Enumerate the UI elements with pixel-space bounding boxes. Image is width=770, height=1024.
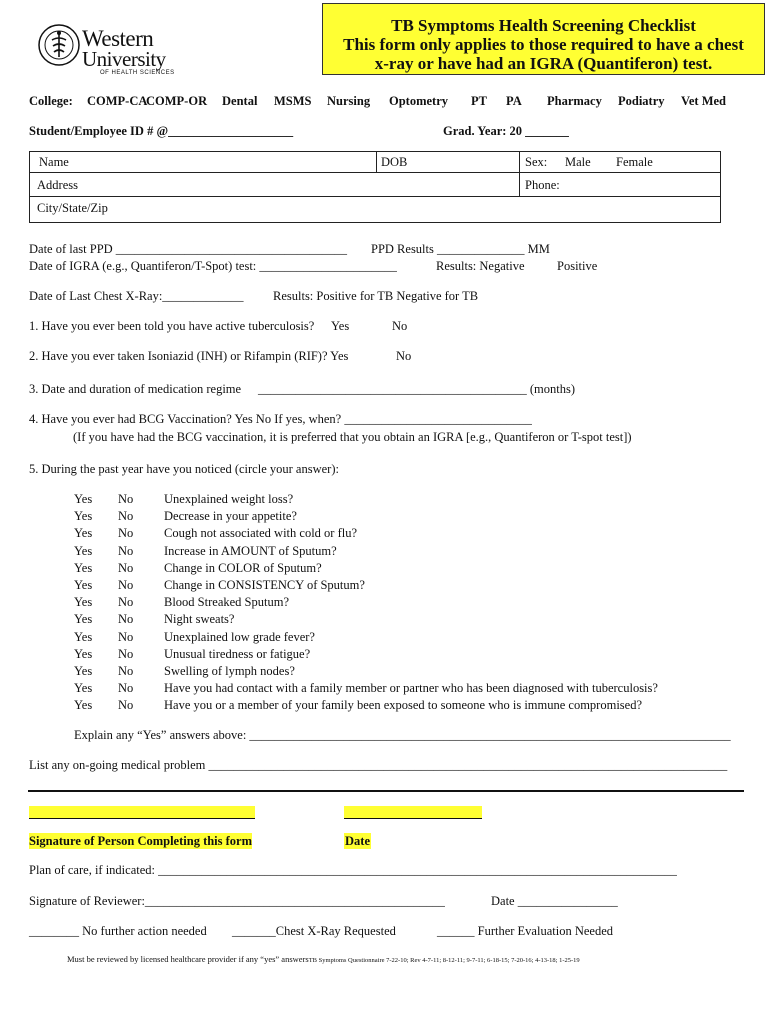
sex-option-female[interactable]: Female bbox=[616, 155, 653, 169]
address-field[interactable]: Address bbox=[37, 178, 78, 192]
question-3-duration-field[interactable]: ___________________________________________ (months) bbox=[258, 382, 576, 396]
igra-date-field[interactable]: Date of IGRA (e.g., Quantiferon/T-Spot) test: ______________________ bbox=[29, 259, 397, 273]
college-option-nursing[interactable]: Nursing bbox=[327, 94, 371, 108]
college-option-comp-ca[interactable]: COMP-CA bbox=[87, 94, 148, 108]
symptom-question: Decrease in your appetite? bbox=[164, 509, 297, 524]
further-evaluation-option[interactable]: ______ Further Evaluation Needed bbox=[437, 924, 613, 938]
symptom-yes-option[interactable]: Yes bbox=[74, 543, 93, 558]
sex-label: Sex: bbox=[525, 155, 548, 169]
symptom-question: Change in CONSISTENCY of Sputum? bbox=[164, 578, 365, 592]
name-field[interactable]: Name bbox=[39, 155, 69, 169]
symptom-no-option[interactable]: No bbox=[118, 629, 134, 644]
form-title: TB Symptoms Health Screening Checklist bbox=[391, 16, 696, 35]
symptom-no-option[interactable]: No bbox=[118, 509, 134, 524]
question-4[interactable]: 4. Have you ever had BCG Vaccination? Yes No If yes, when? ______________________________ bbox=[29, 412, 532, 426]
symptom-yes-option[interactable]: Yes bbox=[74, 646, 93, 661]
logo-text-western: Western bbox=[82, 26, 154, 51]
college-option-vet-med[interactable]: Vet Med bbox=[681, 94, 727, 108]
student-id-field[interactable]: Student/Employee ID # @____________________ bbox=[29, 124, 294, 138]
question-1-yes[interactable]: Yes bbox=[331, 319, 350, 333]
table-divider bbox=[30, 196, 720, 197]
symptom-no-option[interactable]: No bbox=[118, 698, 134, 713]
symptom-question: Unexplained weight loss? bbox=[164, 492, 294, 506]
university-seal-icon bbox=[38, 24, 80, 66]
symptom-yes-option[interactable]: Yes bbox=[74, 509, 93, 524]
grad-year-field[interactable]: Grad. Year: 20 _______ bbox=[443, 124, 569, 138]
signature-label: Signature of Person Completing this form bbox=[29, 834, 253, 848]
logo-text-health-sciences: OF HEALTH SCIENCES bbox=[100, 70, 175, 76]
symptom-no-option[interactable]: No bbox=[118, 492, 134, 506]
college-label: College: bbox=[29, 94, 73, 108]
symptom-no-option[interactable]: No bbox=[118, 681, 134, 696]
ppd-results-field[interactable]: PPD Results ______________ MM bbox=[371, 242, 550, 256]
symptom-question: Night sweats? bbox=[164, 612, 235, 627]
question-2[interactable]: 2. Have you ever taken Isoniazid (INH) or Rifampin (RIF)? Yes bbox=[29, 349, 349, 363]
footer-note bbox=[67, 954, 580, 964]
form-header bbox=[322, 3, 765, 75]
explain-yes-field[interactable]: Explain any “Yes” answers above: _____________________________________________________________________________ bbox=[74, 728, 731, 742]
city-state-zip-field[interactable]: City/State/Zip bbox=[37, 201, 108, 215]
signature-date-label: Date bbox=[345, 834, 370, 848]
college-option-dental[interactable]: Dental bbox=[222, 94, 258, 108]
college-option-pharmacy[interactable]: Pharmacy bbox=[547, 94, 602, 108]
symptom-yes-option[interactable]: Yes bbox=[74, 612, 93, 627]
no-further-action-option[interactable]: ________ No further action needed bbox=[29, 924, 207, 938]
symptom-yes-option[interactable]: Yes bbox=[74, 698, 93, 713]
phone-field[interactable]: Phone: bbox=[525, 178, 560, 192]
symptom-yes-option[interactable]: Yes bbox=[74, 578, 93, 592]
symptom-question: Unexplained low grade fever? bbox=[164, 629, 315, 644]
xray-results-options[interactable]: Results: Positive for TB Negative for TB bbox=[273, 289, 479, 303]
symptom-question: Swelling of lymph nodes? bbox=[164, 664, 295, 678]
question-2-no[interactable]: No bbox=[396, 349, 412, 363]
logo-text-university: University bbox=[82, 47, 166, 71]
symptom-question: Change in COLOR of Sputum? bbox=[164, 560, 322, 575]
table-divider bbox=[376, 152, 377, 172]
igra-results-negative[interactable]: Results: Negative bbox=[436, 259, 525, 273]
chest-xray-requested-option[interactable]: _______Chest X-Ray Requested bbox=[232, 924, 396, 938]
question-1: 1. Have you ever been told you have active tuberculosis? bbox=[29, 319, 315, 333]
signature-date-line[interactable] bbox=[344, 806, 482, 819]
igra-results-positive[interactable]: Positive bbox=[557, 259, 598, 273]
symptom-yes-option[interactable]: Yes bbox=[74, 526, 93, 541]
symptom-yes-option[interactable]: Yes bbox=[74, 560, 93, 575]
personal-info-table bbox=[29, 151, 721, 223]
college-option-podiatry[interactable]: Podiatry bbox=[618, 94, 665, 108]
symptom-no-option[interactable]: No bbox=[118, 578, 134, 592]
ppd-date-field[interactable]: Date of last PPD _____________________________________ bbox=[29, 242, 348, 256]
footer-review-note: Must be reviewed by licensed healthcare provider if any “yes” answers bbox=[67, 954, 309, 964]
medical-problems-field[interactable]: List any on-going medical problem ___________________________________________________________________________________ bbox=[29, 758, 728, 772]
signature-line[interactable] bbox=[29, 806, 255, 819]
symptom-yes-option[interactable]: Yes bbox=[74, 595, 93, 610]
question-1-no[interactable]: No bbox=[392, 319, 408, 333]
college-option-msms[interactable]: MSMS bbox=[274, 94, 312, 108]
form-subtitle-line1: This form only applies to those required to have a chest bbox=[343, 35, 744, 54]
symptom-question: Increase in AMOUNT of Sputum? bbox=[164, 543, 337, 558]
symptom-no-option[interactable]: No bbox=[118, 595, 134, 610]
symptom-question: Have you had contact with a family member or partner who has been diagnosed with tuberculosis? bbox=[164, 681, 658, 696]
college-option-comp-or[interactable]: COMP-OR bbox=[146, 94, 208, 108]
symptom-no-option[interactable]: No bbox=[118, 560, 134, 575]
symptom-yes-option[interactable]: Yes bbox=[74, 681, 93, 696]
xray-date-field[interactable]: Date of Last Chest X-Ray:_____________ bbox=[29, 289, 244, 303]
reviewer-date-field[interactable]: Date ________________ bbox=[491, 894, 618, 908]
symptom-yes-option[interactable]: Yes bbox=[74, 664, 93, 678]
symptom-no-option[interactable]: No bbox=[118, 646, 134, 661]
symptom-yes-option[interactable]: Yes bbox=[74, 629, 93, 644]
question-3: 3. Date and duration of medication regime bbox=[29, 382, 242, 396]
symptom-question: Have you or a member of your family been exposed to someone who is immune compromised? bbox=[164, 698, 643, 713]
symptom-yes-option[interactable]: Yes bbox=[74, 492, 93, 506]
symptom-no-option[interactable]: No bbox=[118, 526, 134, 541]
symptom-no-option[interactable]: No bbox=[118, 664, 134, 678]
symptom-no-option[interactable]: No bbox=[118, 543, 134, 558]
sex-option-male[interactable]: Male bbox=[565, 155, 591, 169]
question-4-note: (If you have had the BCG vaccination, it is preferred that you obtain an IGRA [e.g., Quantiferon or T-spot test]) bbox=[73, 430, 632, 444]
footer-revision: TB Symptoms Questionnaire 7-22-10; Rev 4-7-11; 8-12-11; 9-7-11; 6-18-15; 7-20-16; 4-13-18; 1-25-19 bbox=[308, 957, 580, 964]
reviewer-signature-field[interactable]: Signature of Reviewer:________________________________________________ bbox=[29, 894, 445, 908]
dob-field[interactable]: DOB bbox=[381, 155, 408, 169]
university-logo bbox=[38, 24, 178, 76]
symptom-question: Cough not associated with cold or flu? bbox=[164, 526, 358, 541]
college-option-optometry[interactable]: Optometry bbox=[389, 94, 449, 108]
form-subtitle-line2: x-ray or have had an IGRA (Quantiferon) test. bbox=[374, 54, 713, 73]
symptom-no-option[interactable]: No bbox=[118, 612, 134, 627]
college-option-pt[interactable]: PT bbox=[471, 94, 487, 108]
table-divider bbox=[30, 172, 720, 173]
question-5: 5. During the past year have you noticed (circle your answer): bbox=[29, 462, 339, 476]
symptom-question: Blood Streaked Sputum? bbox=[164, 595, 289, 610]
plan-of-care-field[interactable]: Plan of care, if indicated: ___________________________________________________________________________________ bbox=[29, 863, 677, 877]
section-divider bbox=[28, 790, 744, 792]
symptom-question: Unusual tiredness or fatigue? bbox=[164, 646, 311, 661]
college-option-pa[interactable]: PA bbox=[506, 94, 522, 108]
table-divider bbox=[519, 152, 520, 196]
